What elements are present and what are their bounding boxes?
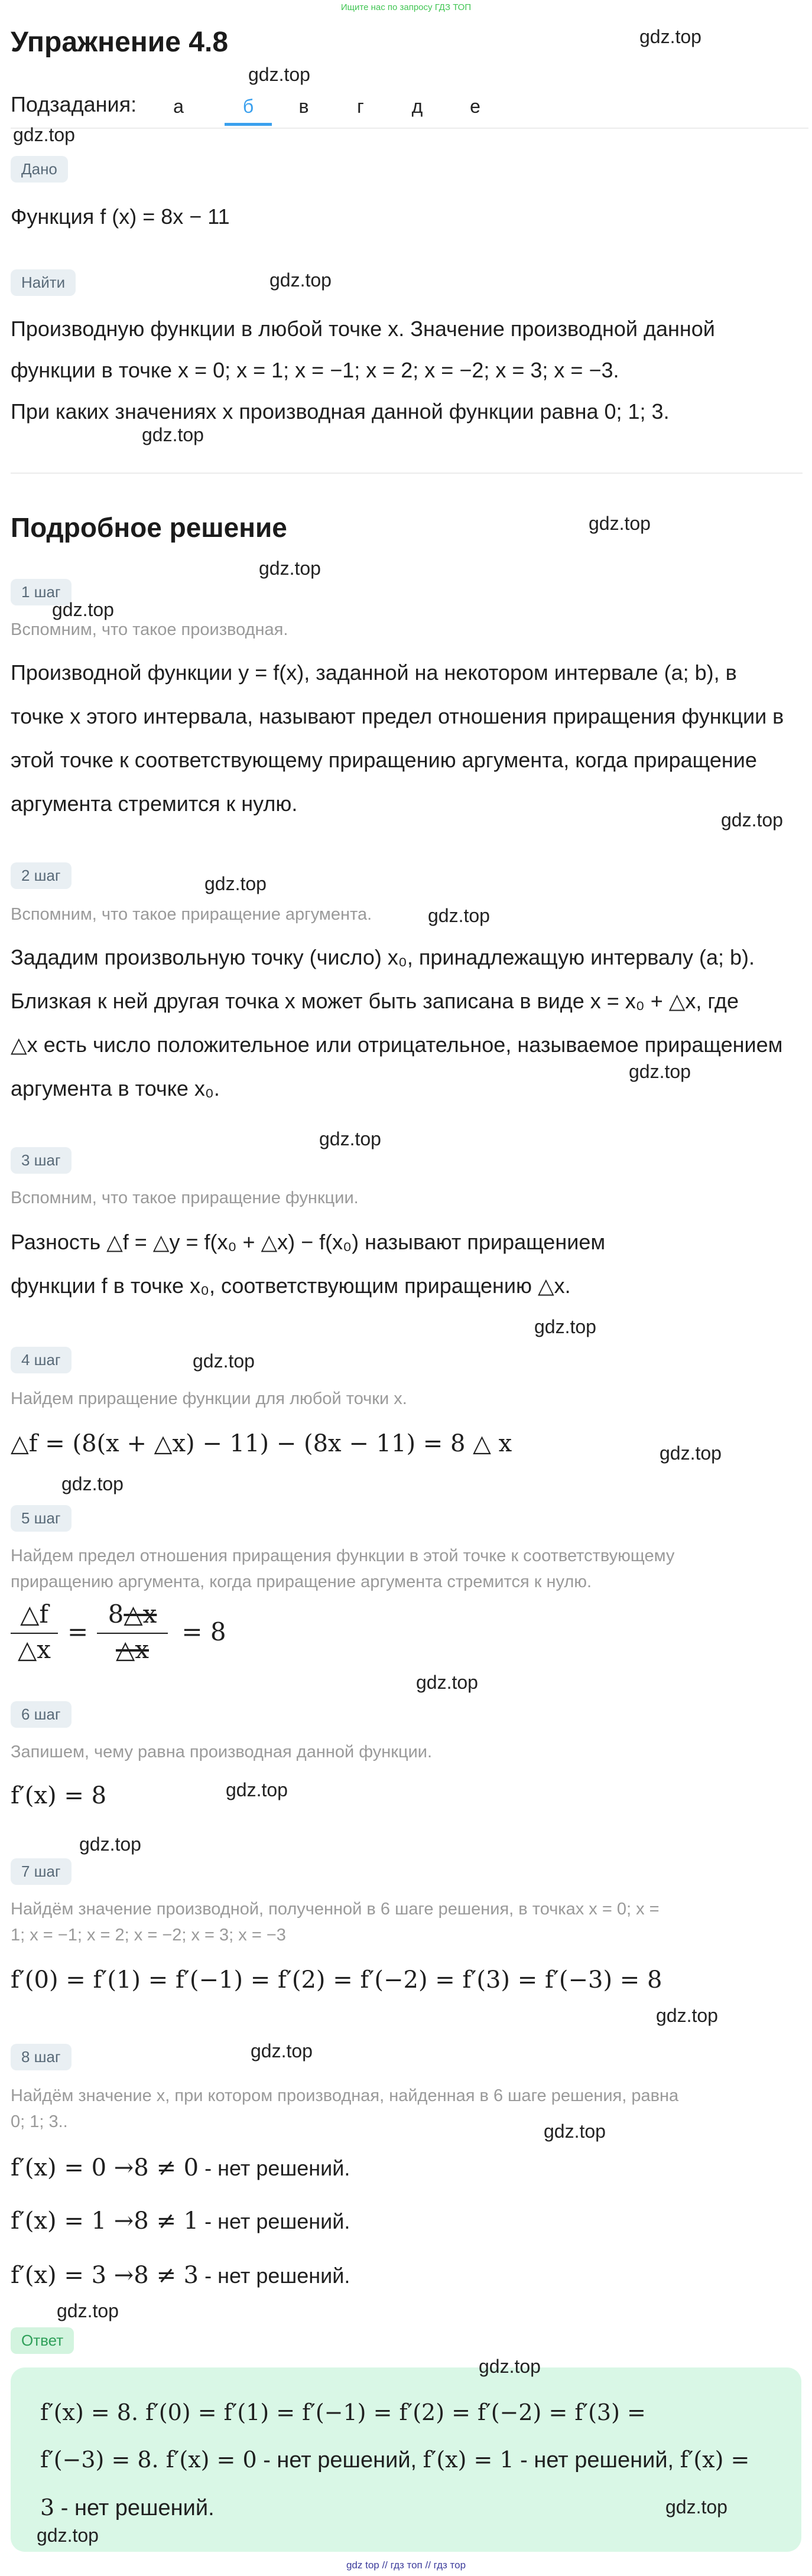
step-7-hint-1: Найдём значение производной, полученной в 6 шаге решения, в точках x = 0; x = xyxy=(11,1900,660,1919)
step-5-hint-1: Найдем предел отношения приращения функции в этой точке к соответствующему xyxy=(11,1546,675,1565)
step-8-no-solutions-1: - нет решений. xyxy=(199,2156,350,2180)
watermark: gdz.top xyxy=(226,1779,288,1800)
tab-d[interactable]: д xyxy=(411,96,423,117)
answer-line-2-part-4: - нет решений, xyxy=(514,2448,680,2473)
watermark: gdz.top xyxy=(204,873,267,894)
fraction-1-numerator: △f xyxy=(20,1600,48,1629)
answer-line-2 xyxy=(40,2436,785,2484)
find-badge: Найти xyxy=(11,269,76,296)
divider xyxy=(11,473,803,474)
page-title: Упражнение 4.8 xyxy=(11,27,229,58)
step-5-result: = 8 xyxy=(181,1617,226,1646)
watermark: gdz.top xyxy=(416,1672,478,1693)
watermark: gdz.top xyxy=(319,1128,381,1149)
step-2-line-3: △x есть число положительное или отрицательное, называемое приращением xyxy=(11,1033,783,1057)
answer-line-3-part-2: - нет решений. xyxy=(54,2496,215,2520)
tab-a[interactable]: а xyxy=(173,96,184,117)
watermark: gdz.top xyxy=(589,513,651,534)
watermark: gdz.top xyxy=(479,2356,541,2377)
tab-g[interactable]: г xyxy=(357,96,364,117)
answer-line-2-part-2: - нет решений, xyxy=(256,2448,423,2473)
step-8-no-solutions-2: - нет решений. xyxy=(199,2209,350,2233)
watermark: gdz.top xyxy=(629,1061,691,1082)
fraction-2-numerator xyxy=(97,1600,168,1629)
step-1-line-1: Производной функции y = f(x), заданной на некотором интервале (a; b), в xyxy=(11,660,737,685)
step-8-formula-2 xyxy=(11,2203,803,2239)
step-1-line-2: точке x этого интервала, называют предел отношения приращения функции в xyxy=(11,704,784,728)
step-8-eq-3: f′(x) = 3 →8 ≠ 3 xyxy=(11,2262,199,2289)
subtasks-label: Подзадания: xyxy=(11,92,137,116)
step-8-hint-2: 0; 1; 3.. xyxy=(11,2112,68,2131)
answer-badge: Ответ xyxy=(11,2327,74,2354)
step-7-badge: 7 шаг xyxy=(11,1858,72,1885)
fraction-2-bar xyxy=(97,1633,168,1634)
step-2-line-4: аргумента в точке x₀. xyxy=(11,1076,220,1100)
watermark: gdz.top xyxy=(61,1473,124,1494)
fraction-2-numerator-coef: 8 xyxy=(108,1600,124,1629)
step-1-badge: 1 шаг xyxy=(11,579,72,605)
answer-line-1: f′(x) = 8. f′(0) = f′(1) = f′(−1) = f′(2) = f′(−2) = f′(3) = xyxy=(40,2399,646,2425)
step-6-hint: Запишем, чему равна производная данной функции. xyxy=(11,1743,433,1761)
step-2-line-1: Зададим произвольную точку (число) x₀, принадлежащую интервалу (a; b). xyxy=(11,945,755,969)
footer[interactable]: gdz top // гдз топ // гдз тор xyxy=(346,2559,466,2571)
fraction-2-numerator-struck: △x xyxy=(124,1600,157,1629)
watermark: gdz.top xyxy=(52,599,114,620)
watermark: gdz.top xyxy=(79,1834,141,1855)
top-notice[interactable]: Ищите нас по запросу ГДЗ ТОП xyxy=(340,2,472,12)
subtasks-bar xyxy=(11,86,808,129)
tab-v[interactable]: в xyxy=(298,96,309,117)
step-4-formula: △f = (8(x + △x) − 11) − (8x − 11) = 8 △ x xyxy=(11,1430,512,1457)
step-2-hint: Вспомним, что такое приращение аргумента. xyxy=(11,905,372,924)
watermark: gdz.top xyxy=(639,26,701,47)
step-8-formula-1 xyxy=(11,2150,803,2186)
watermark: gdz.top xyxy=(248,64,310,85)
step-2-badge: 2 шаг xyxy=(11,862,72,889)
watermark: gdz.top xyxy=(251,2040,313,2062)
answer-line-2-part-1: f′(−3) = 8. f′(x) = 0 xyxy=(40,2447,257,2473)
step-7-hint-2: 1; x = −1; x = 2; x = −2; x = 3; x = −3 xyxy=(11,1926,286,1945)
step-8-hint-1: Найдём значение x, при котором производная, найденная в 6 шаге решения, равна xyxy=(11,2086,679,2105)
watermark: gdz.top xyxy=(656,2005,718,2026)
step-4-hint: Найдем приращение функции для любой точки x. xyxy=(11,1389,407,1408)
step-5-badge: 5 шаг xyxy=(11,1505,72,1532)
fraction-1-bar xyxy=(11,1633,58,1634)
step-8-badge: 8 шаг xyxy=(11,2044,72,2070)
step-2-line-2: Близкая к ней другая точка x может быть записана в виде x = x₀ + △x, где xyxy=(11,989,739,1013)
watermark: gdz.top xyxy=(534,1316,596,1337)
fraction-1-denominator: △x xyxy=(18,1635,51,1664)
step-1-hint: Вспомним, что такое производная. xyxy=(11,620,288,639)
watermark: gdz.top xyxy=(269,269,332,291)
watermark: gdz.top xyxy=(665,2496,727,2518)
step-4-badge: 4 шаг xyxy=(11,1347,72,1373)
fraction-2-denominator-struck: △x xyxy=(116,1635,149,1664)
watermark: gdz.top xyxy=(37,2525,99,2546)
watermark: gdz.top xyxy=(544,2121,606,2142)
step-5-hint-2: приращению аргумента, когда приращение аргумента стремится к нулю. xyxy=(11,1572,592,1591)
given-text: Функция f (x) = 8x − 11 xyxy=(11,204,230,229)
equals-sign: = xyxy=(67,1617,89,1646)
step-3-hint: Вспомним, что такое приращение функции. xyxy=(11,1188,359,1207)
step-1-line-4: аргумента стремится к нулю. xyxy=(11,792,298,816)
answer-line-2-part-3: f′(x) = 1 xyxy=(423,2447,514,2473)
watermark: gdz.top xyxy=(428,905,490,926)
find-line-1: Производную функции в любой точке x. Значение производной данной xyxy=(11,317,715,341)
step-3-line-2: функции f в точке x₀, соответствующим приращению △x. xyxy=(11,1274,571,1298)
watermark: gdz.top xyxy=(13,124,75,145)
watermark: gdz.top xyxy=(721,809,783,831)
step-3-badge: 3 шаг xyxy=(11,1147,72,1174)
answer-box xyxy=(11,2367,801,2552)
step-8-eq-1: f′(x) = 0 →8 ≠ 0 xyxy=(11,2154,199,2181)
solution-title: Подробное решение xyxy=(11,512,287,543)
step-5-limit-expression xyxy=(11,1600,247,1670)
step-8-formula-3 xyxy=(11,2258,803,2294)
find-line-3: При каких значениях x производная данной функции равна 0; 1; 3. xyxy=(11,399,670,424)
find-line-2: функции в точке x = 0; x = 1; x = −1; x = 2; x = −2; x = 3; x = −3. xyxy=(11,358,619,382)
step-8-no-solutions-3: - нет решений. xyxy=(199,2264,350,2288)
watermark: gdz.top xyxy=(259,558,321,579)
tab-e[interactable]: е xyxy=(470,96,480,117)
watermark: gdz.top xyxy=(660,1442,722,1464)
answer-line-3-part-1: 3 xyxy=(40,2494,55,2520)
given-badge: Дано xyxy=(11,156,68,183)
answer-line-2-part-5: f′(x) = xyxy=(680,2447,750,2473)
watermark: gdz.top xyxy=(57,2300,119,2321)
tab-b-active[interactable]: б xyxy=(225,90,272,126)
step-1-line-3: этой точке к соответствующему приращению аргумента, когда приращение xyxy=(11,748,757,772)
step-6-formula: f′(x) = 8 xyxy=(11,1782,107,1809)
watermark: gdz.top xyxy=(193,1350,255,1372)
step-8-eq-2: f′(x) = 1 →8 ≠ 1 xyxy=(11,2207,199,2235)
step-6-badge: 6 шаг xyxy=(11,1701,72,1728)
step-7-formula: f′(0) = f′(1) = f′(−1) = f′(2) = f′(−2) = f′(3) = f′(−3) = 8 xyxy=(11,1966,662,1994)
watermark: gdz.top xyxy=(142,424,204,445)
step-3-line-1: Разность △f = △y = f(x₀ + △x) − f(x₀) называют приращением xyxy=(11,1230,606,1254)
